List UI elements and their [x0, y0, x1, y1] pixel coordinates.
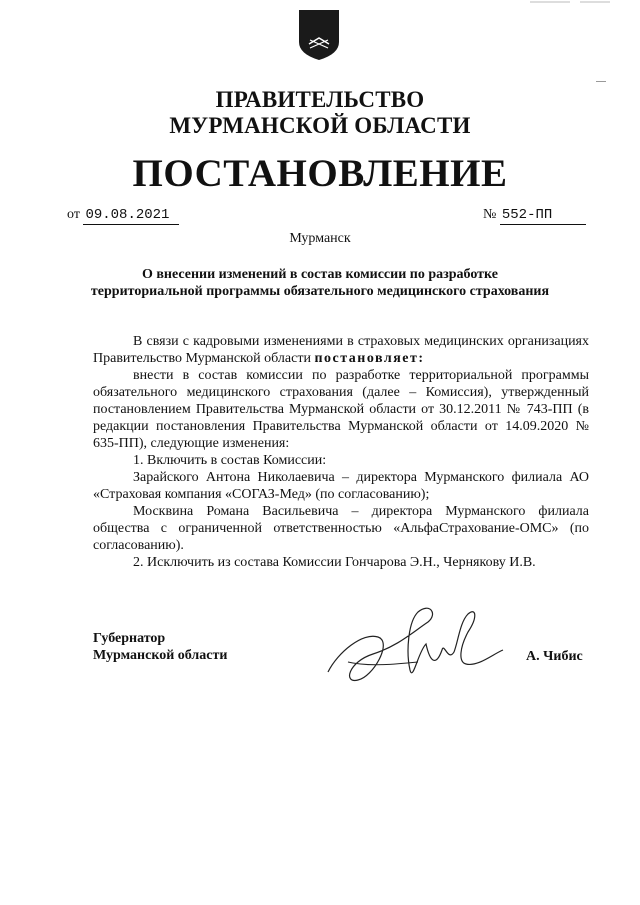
date-value: 09.08.2021: [83, 206, 179, 225]
date-prefix: от: [67, 207, 80, 222]
signer-title: [93, 630, 227, 664]
paragraph-include: 1. Включить в состав Комиссии:: [133, 453, 327, 468]
intro-text: В связи с кадровыми изменениями в страховых медицинских организациях Правительство Мурманской области: [93, 334, 589, 366]
org-name-line1: ПРАВИТЕЛЬСТВО: [215, 87, 425, 112]
paragraph-member-1: Зарайского Антона Николаевича – директора Мурманского филиала АО «Страховая компания «СОГАЗ-Мед» (по согласованию);: [93, 470, 589, 502]
title-line2: территориальной программы обязательного медицинского страхования: [90, 284, 550, 299]
resolves-word: постановляет:: [314, 351, 425, 366]
signer-title-line2: Мурманской области: [93, 648, 228, 663]
document-date: [67, 206, 179, 225]
handwritten-signature: [318, 592, 508, 692]
paragraph-member-2: Москвина Романа Васильевича – директора Мурманского филиала общества с ограниченной ответственностью «АльфаСтрахование-ОМС» (по согласованию).: [93, 504, 589, 553]
number-prefix: №: [483, 207, 497, 222]
org-name-line2: МУРМАНСКОЙ ОБЛАСТИ: [169, 113, 471, 138]
signer-name: А. Чибис: [526, 649, 583, 664]
scan-artifact: [596, 80, 606, 83]
number-value: 552-ПП: [500, 206, 586, 225]
paragraph-intro: [93, 333, 589, 367]
document-body: [93, 333, 589, 571]
city: Мурманск: [289, 231, 351, 246]
title-line1: О внесении изменений в состав комиссии по разработке: [141, 267, 498, 282]
document-number: [483, 206, 586, 225]
paragraph-exclude: 2. Исключить из состава Комиссии Гончарова Э.Н., Чернякову И.В.: [133, 555, 536, 570]
document-title: [90, 266, 550, 300]
paragraph-changes: внести в состав комиссии по разработке территориальной программы обязательного медицинского страхования (далее – Комиссия), утвержденный постановлением Правительства Мурманской области от 30.12.2011 № 743-ПП (в редакции постановления Правительства Мурманской области от 14.09.2020 № 635-ПП), следующие изменения:: [93, 368, 589, 451]
document-type: ПОСТАНОВЛЕНИЕ: [132, 152, 508, 195]
scan-artifact: [530, 0, 610, 4]
coat-of-arms-icon: [297, 8, 341, 62]
signer-title-line1: Губернатор: [93, 631, 166, 646]
